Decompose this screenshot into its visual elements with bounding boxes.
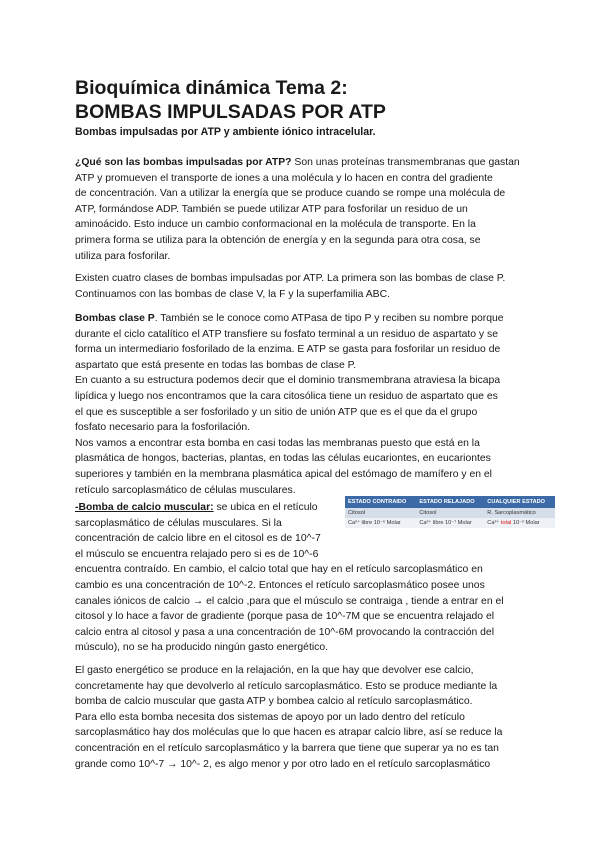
paragraph-what-are-pumps: ¿Qué son las bombas impulsadas por ATP? Son unas proteínas transmembranas que gastan ATP y promueven el transporte de iones a una molécula y lo hacen en contra del gradiente de concentración. Van a utilizar la energía que se produce cuando se rompe una molécula de ATP, formándose ADP. También se puede utilizar ATP para fosforilar un residuo de un aminoácido. Esto induce un cambio conformacional en la molécula de transporte. En la primera forma se utiliza para la obtención de energía y en la segunda para otra cosa, se utiliza para fosforilar.	[75, 157, 520, 262]
table-cell: Citosol	[345, 508, 416, 518]
table-header-row	[345, 496, 555, 508]
table-cell: Ca²⁺ libre 10⁻⁶ Molar	[345, 518, 416, 528]
question-lead: ¿Qué son las bombas impulsadas por ATP?	[75, 157, 292, 168]
paragraph-class-p: Bombas clase P. También se le conoce como ATPasa de tipo P y reciben su nombre porque durante el ciclo catalítico el ATP transfiere su fosfato terminal a un residuo de aspartato y se forma un intermediario fosforilado de la enzima. E ATP se gasta para fosforilar un residuo de aspartato que está presente en todas las bombas de clase P. En cuanto a su estructura podemos decir que el dominio transmembrana atraviesa la bicapa lipídica y luego nos encontramos que la cara citosólica tiene un residuo de aspartato que es el que es susceptible a ser fosforilado y un sitio de unión ATP que es el que da el grupo fosfato necesario para la fosforilación. Nos vamos a encontrar esta bomba en casi todas las membranas puesto que está en la plasmática de hongos, bacterias, plantas, en todas las células eucariontes, en eucariontes superiores y también en la membrana plasmática apical del estómago de mamífero y en el retículo sarcoplasmático de células musculares.	[75, 313, 504, 496]
paragraph-pump-classes: Existen cuatro clases de bombas impulsadas por ATP. La primera son las bombas de clase P. Continuamos con las bombas de clase V, la F y la superfamilia ABC.	[75, 273, 506, 300]
calcium-concentration-table	[345, 496, 555, 528]
table-cell: Citosol	[416, 508, 484, 518]
document-title: Bioquímica dinámica Tema 2:	[75, 77, 348, 99]
paragraph-energy-cost: El gasto energético se produce en la relajación, en la que hay que devolver ese calcio, concretamente hay que devolverlo al retículo sarcoplasmático. Esto se produce mediante la bomba de calcio muscular que gasta ATP y bombea calcio al retículo sarcoplasmático. Para ello esta bomba necesita dos sistemas de apoyo por un lado dentro del retículo sarcoplasmático hay dos moléculas que lo que hacen es atrapar calcio libre, así se reduce la concentración en el retículo sarcoplasmático y la barrera que tiene que superar ya no es tan grande como 10^-7 → 10^- 2, es algo menor y por otro lado en el retículo sarcoplasmático	[75, 665, 503, 770]
highlight-total: total	[500, 520, 512, 526]
table-header-cell: ESTADO CONTRAIDO	[345, 496, 416, 508]
table-header-cell: CUALQUIER ESTADO	[484, 496, 555, 508]
table-header-cell: ESTADO RELAJADO	[416, 496, 484, 508]
table-cell: R. Sarcoplasmático	[484, 508, 555, 518]
table-cell: Ca²⁺ total 10⁻² Molar	[484, 518, 555, 528]
document-heading: BOMBAS IMPULSADAS POR ATP	[75, 101, 386, 123]
table-row	[345, 508, 555, 518]
calcium-pump-lead: -Bomba de calcio muscular:	[75, 502, 214, 513]
paragraph-calcium-pump: -Bomba de calcio muscular: se ubica en el retículo sarcoplasmático de células musculares. Si la concentración de calcio libre en el citosol es de 10^-7 el músculo se encuentra relajado pero si es de 10^-6 encuentra contraído. En cambio, el calcio total que hay en el retículo sarcoplasmático en cambio es una concentración de 10^-2. Entonces el retículo sarcoplasmático posee unos canales iónicos de calcio → el calcio ,para que el músculo se contraiga , tiende a entrar en el citosol y lo hace a favor de gradiente (porque pasa de 10^-7M que se encuentra relajado el calcio entra al citosol y pasa a una concentración de 10^-6M provocando la contracción del músculo), no se ha producido ningún gasto energético.	[75, 502, 504, 654]
table-cell: Ca²⁺ libre 10⁻⁷ Molar	[416, 518, 484, 528]
table-row	[345, 518, 555, 528]
class-p-lead: Bombas clase P	[75, 313, 155, 324]
document-subtitle: Bombas impulsadas por ATP y ambiente iónico intracelular.	[75, 126, 376, 138]
